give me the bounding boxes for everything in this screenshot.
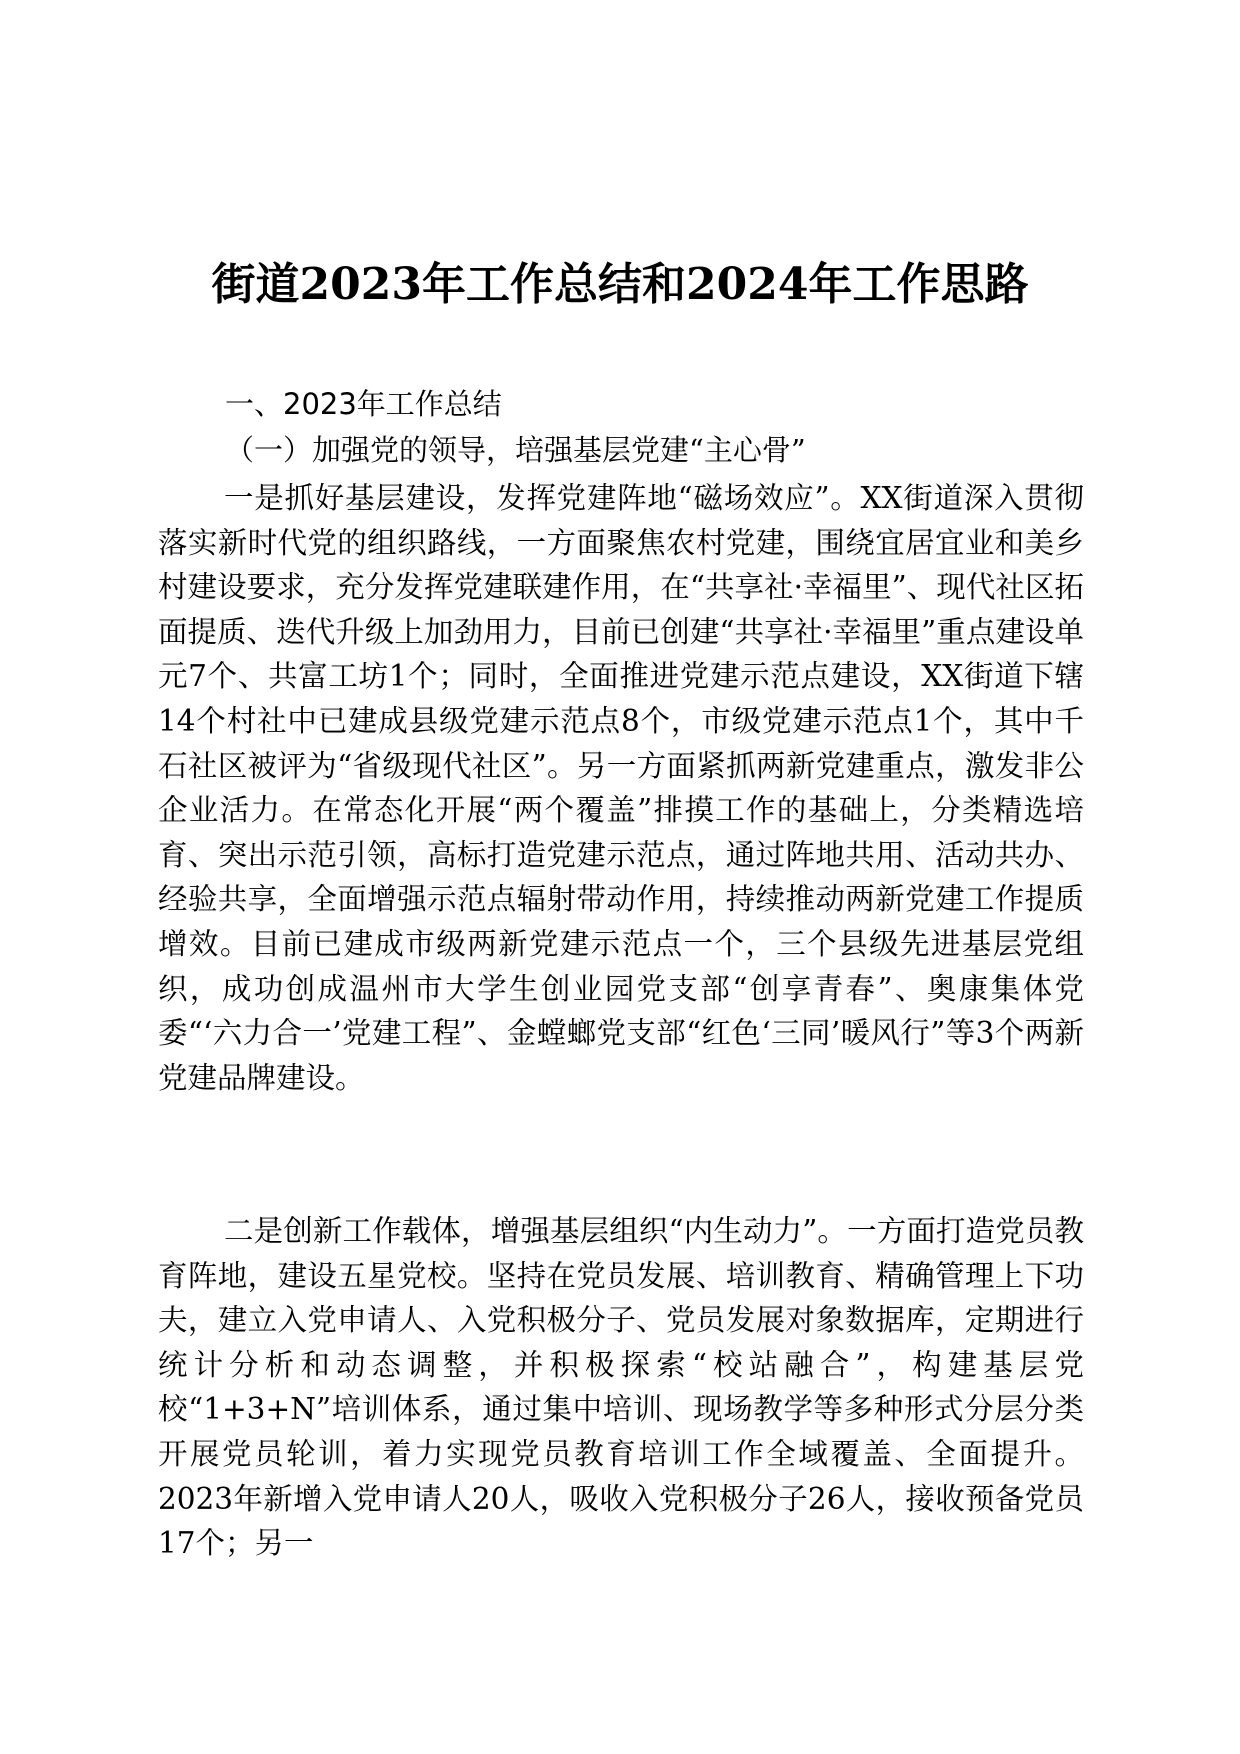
body-paragraph: 一是抓好基层建设，发挥党建阵地“磁场效应”。XX街道深入贯彻落实新时代党的组织路线，一方面聚焦农村党建，围绕宜居宜业和美乡村建设要求，充分发挥党建联建作用，在“共享社·幸福里”、现代社区拓面提质、迭代升级上加劲用力，目前已创建“共享社·幸福里”重点建设单元7个、共富工坊1个；同时，全面推进党建示范点建设，XX街道下辖14个村社中已建成县级党建示范点8个，市级党建示范点1个，其中千石社区被评为“省级现代社区”。另一方面紧抓两新党建重点，激发非公企业活力。在常态化开展“两个覆盖”排摸工作的基础上，分类精选培育、突出示范引领，高标打造党建示范点，通过阵地共用、活动共办、经验共享，全面增强示范点辐射带动作用，持续推动两新党建工作提质增效。目前已建成市级两新党建示范点一个，三个县级先进基层党组织，成功创成温州市大学生创业园党支部“创享青春”、奥康集体党委“‘六力合一’党建工程”、金螳螂党支部“红色‘三同’暖风行”等3个两新党建品牌建设。 (158, 481, 1084, 1095)
document-title: 街道2023年工作总结和2024年工作思路 (211, 259, 1029, 310)
section-heading: 一、2023年工作总结 (225, 387, 502, 421)
body-paragraph: 二是创新工作载体，增强基层组织“内生动力”。一方面打造党员教育阵地，建设五星党校。坚持在党员发展、培训教育、精确管理上下功夫，建立入党申请人、入党积极分子、党员发展对象数据库，定期进行统计分析和动态调整，并积极探索“校站融合”，构建基层党校“1+3+N”培训体系，通过集中培训、现场教学等多种形式分层分类开展党员轮训，着力实现党员教育培训工作全域覆盖、全面提升。2023年新增入党申请人20人，吸收入党积极分子26人，接收预备党员17个；另一 (158, 1214, 1084, 1561)
subsection-heading: （一）加强党的领导，培强基层党建“主心骨” (225, 433, 806, 467)
